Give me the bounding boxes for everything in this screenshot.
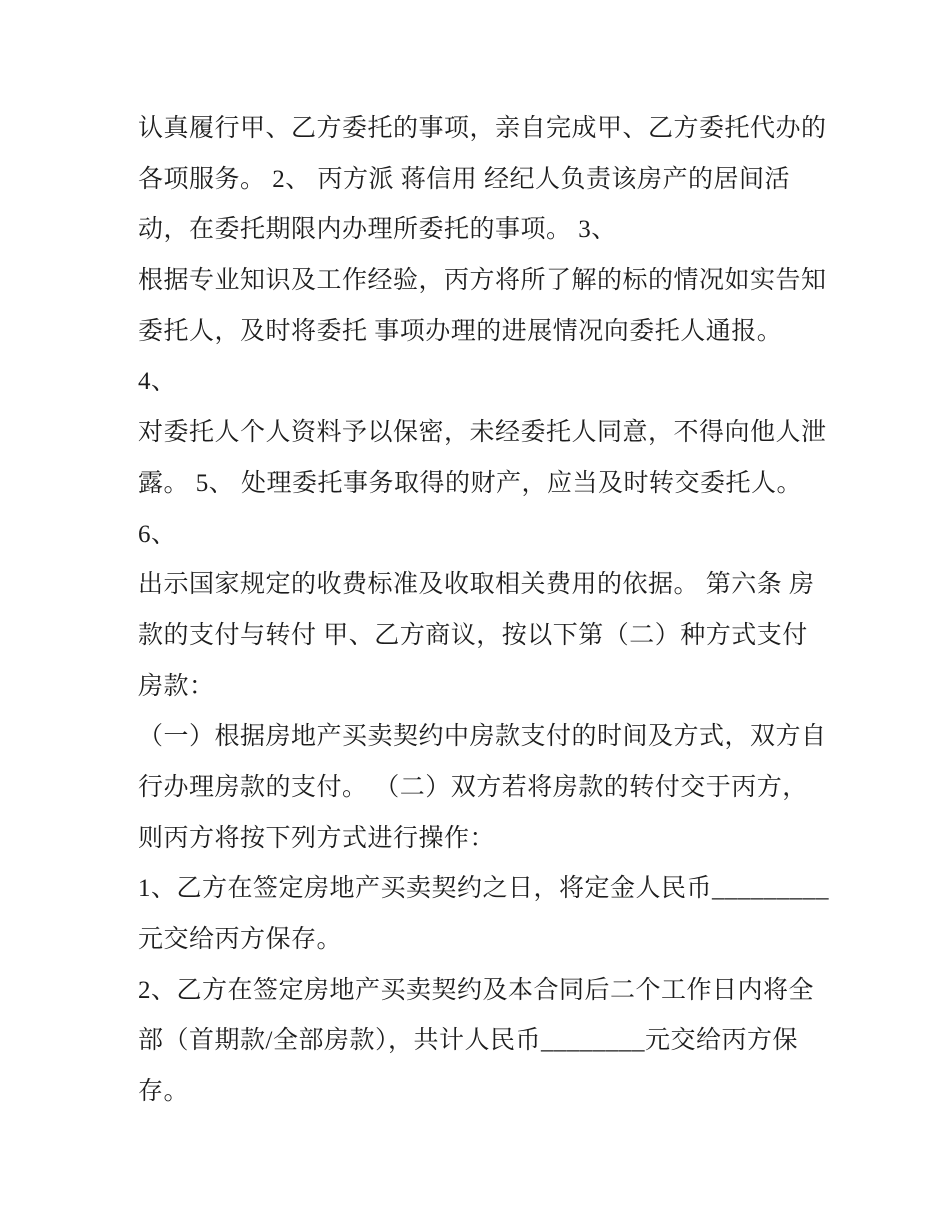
text-line: 对委托人个人资料予以保密，未经委托人同意，不得向他人泄 xyxy=(138,419,827,447)
text-line: 根据专业知识及工作经验，丙方将所了解的标的情况如实告知 xyxy=(138,267,827,295)
text-line: 出示国家规定的收费标准及收取相关费用的依据。 第六条 房 xyxy=(138,571,815,599)
text-line: 各项服务。 2、 丙方派 蒋信用 经纪人负责该房产的居间活 xyxy=(138,165,791,193)
text-line: （一）根据房地产买卖契约中房款支付的时间及方式，双方自 xyxy=(138,723,827,751)
text-line: 动，在委托期限内办理所委托的事项。 3、 xyxy=(138,216,617,244)
text-line: 1、乙方在签定房地产买卖契约之日，将定金人民币_________ xyxy=(138,875,830,903)
text-line: 委托人，及时将委托 事项办理的进展情况向委托人通报。 xyxy=(138,317,783,345)
text-line: 款的支付与转付 甲、乙方商议，按以下第（二）种方式支付 xyxy=(138,621,808,649)
text-line: 则丙方将按下列方式进行操作： xyxy=(138,824,496,852)
contract-text-block xyxy=(138,104,838,1118)
text-line: 元交给丙方保存。 xyxy=(138,926,343,953)
text-line: 2、乙方在签定房地产买卖契约及本合同后二个工作日内将全 xyxy=(138,976,815,1004)
text-line: 6、 xyxy=(138,520,177,548)
text-line: 4、 xyxy=(138,368,177,396)
text-line: 认真履行甲、乙方委托的事项，亲自完成甲、乙方委托代办的 xyxy=(138,115,827,142)
text-line: 房款： xyxy=(138,672,215,700)
text-line: 部（首期款/全部房款），共计人民币________元交给丙方保 xyxy=(138,1027,798,1055)
text-line: 露。 5、 处理委托事务取得的财产，应当及时转交委托人。 xyxy=(138,469,803,497)
text-line: 行办理房款的支付。 （二）双方若将房款的转付交于丙方， xyxy=(138,773,808,801)
text-line: 存。 xyxy=(138,1078,190,1106)
